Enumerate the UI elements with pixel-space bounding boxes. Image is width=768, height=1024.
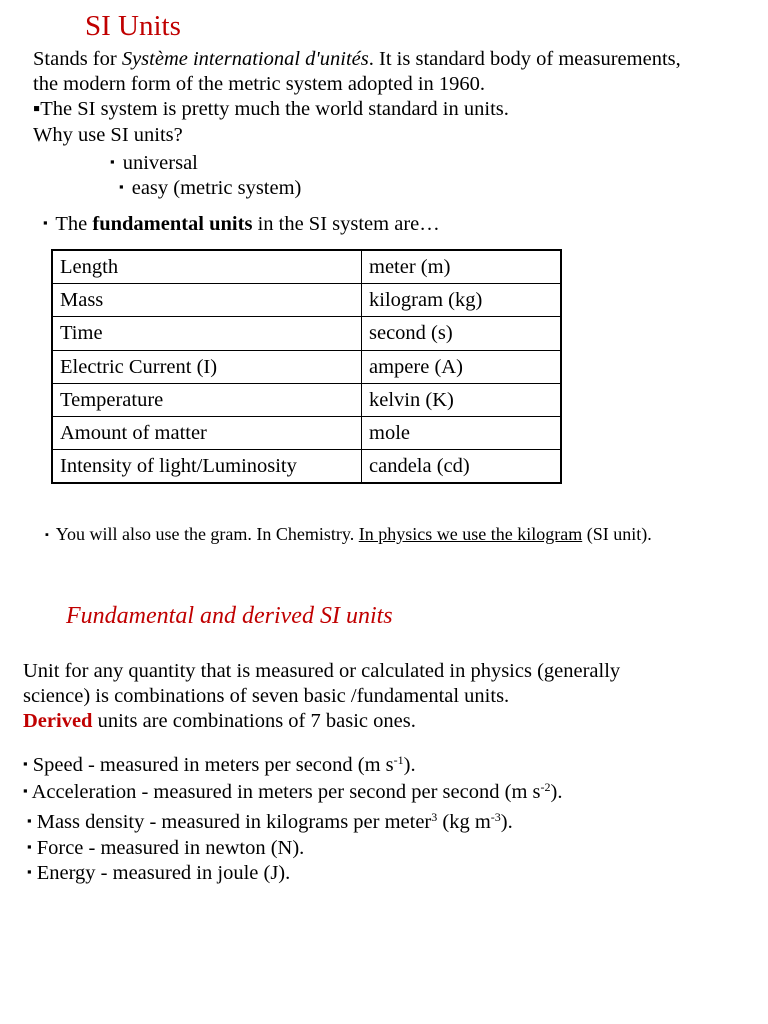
quantity-cell: Intensity of light/Luminosity: [52, 450, 362, 484]
fundamental-units-table: [51, 249, 562, 484]
fundamental-units-intro: ▪ The fundamental units in the SI system are…: [43, 213, 440, 235]
derived-item-speed: ▪ Speed - measured in meters per second (m $s^{-1}$).: [23, 753, 416, 776]
table-row: [52, 416, 561, 449]
table-row: [52, 450, 561, 484]
quantity-cell: Temperature: [52, 383, 362, 416]
derived-item-energy: ▪ Energy - measured in joule (J).: [27, 862, 291, 884]
unit-cell: ampere (A): [362, 350, 562, 383]
derived-item-acceleration: ▪ Acceleration - measured in meters per second per second (m $s^{-2}$).: [23, 780, 563, 803]
unit-cell: meter (m): [362, 250, 562, 284]
section-paragraph-2: science) is combinations of seven basic /fundamental units.: [23, 685, 510, 707]
table-row: [52, 317, 561, 350]
section-paragraph-1: Unit for any quantity that is measured or calculated in physics (generally: [23, 660, 621, 682]
quantity-cell: Mass: [52, 284, 362, 317]
unit-cell: kilogram (kg): [362, 284, 562, 317]
section-title: Fundamental and derived SI units: [66, 603, 393, 629]
table-row: [52, 284, 561, 317]
unit-cell: kelvin (K): [362, 383, 562, 416]
quantity-cell: Electric Current (I): [52, 350, 362, 383]
reason-item: ▪ easy (metric system): [119, 177, 302, 199]
unit-cell: mole: [362, 416, 562, 449]
quantity-cell: Amount of matter: [52, 416, 362, 449]
quantity-cell: Length: [52, 250, 362, 284]
intro-line-1: Stands for Système international d'unités. It is standard body of measurements,: [33, 48, 681, 70]
quantity-cell: Time: [52, 317, 362, 350]
table-row: [52, 250, 561, 284]
derived-item-force: ▪ Force - measured in newton (N).: [27, 837, 305, 859]
reason-item: ▪ universal: [110, 152, 198, 174]
kilogram-note: ▪ You will also use the gram. In Chemistry. In physics we use the kilogram (SI unit).: [45, 524, 652, 544]
derived-item-mass-density: ▪ Mass density - measured in kilograms per meter$^3$ (kg $m^{-3}$).: [27, 810, 513, 833]
intro-question: Why use SI units?: [33, 124, 183, 146]
unit-cell: candela (cd): [362, 450, 562, 484]
table-row: [52, 383, 561, 416]
intro-line-3: ▪The SI system is pretty much the world standard in units.: [33, 98, 509, 120]
derived-definition: Derived units are combinations of 7 basic ones.: [23, 710, 416, 732]
intro-line-2: the modern form of the metric system adopted in 1960.: [33, 73, 486, 95]
page-title: SI Units: [85, 10, 181, 42]
table-row: [52, 350, 561, 383]
unit-cell: second (s): [362, 317, 562, 350]
